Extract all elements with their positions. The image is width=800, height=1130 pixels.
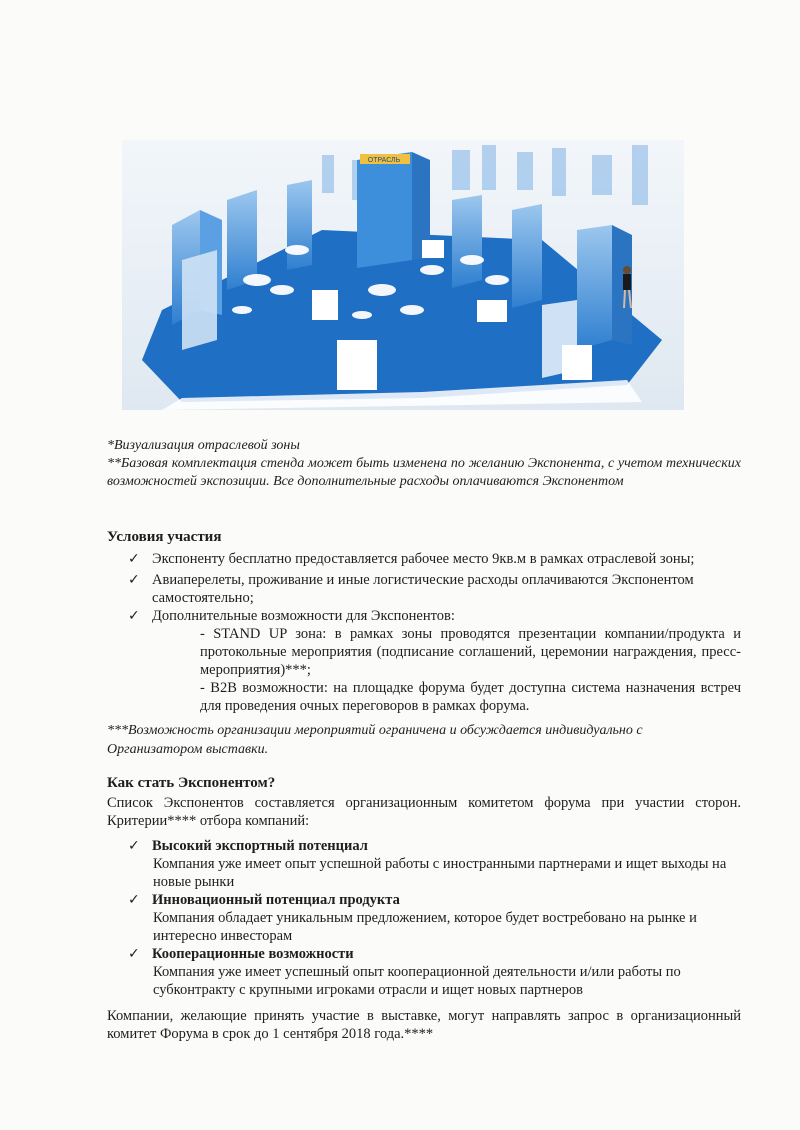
check-icon: ✓ [128,572,140,588]
pillar-label: ОТРАСЛЬ [367,157,401,164]
condition-item-text: Авиаперелеты, проживание и иные логистические расходы оплачиваются Экспонентом самостоятельно; [152,572,694,606]
condition-item-text: Дополнительные возможности для Экспонентов: [152,608,455,624]
criterion-description: Компания обладает уникальным предложением, которое будет востребовано на рынке и интересно инвесторам [153,910,697,944]
check-icon: ✓ [128,608,140,624]
check-icon: ✓ [128,838,140,854]
visualization-caption: *Визуализация отраслевой зоны [107,438,300,453]
criterion-title: Высокий экспортный потенциал [152,838,368,854]
closing-paragraph: Компании, желающие принять участие в выставке, могут направлять запрос в организационный комитет Форума в срок до 1 сентября 2018 года.**** [107,1008,741,1042]
criterion-description: Компания уже имеет успешный опыт кооперационной деятельности и/или работы по субконтракту с крупными игроками отрасли и ищет новых партнеров [153,964,681,998]
conditions-title: Условия участия [107,529,222,545]
condition-item-text: Экспоненту бесплатно предоставляется рабочее место 9кв.м в рамках отраслевой зоны; [152,551,695,567]
check-icon: ✓ [128,946,140,962]
stand-up-zone-item: - STAND UP зона: в рамках зоны проводятся презентации компании/продукта и протокольные мероприятия (подписание соглашений, церемонии награждения, пресс-мероприятия)***; [200,626,741,678]
b2b-item: - B2B возможности: на площадке форума будет доступна система назначения встреч для проведения очных переговоров в рамках форума. [200,680,741,714]
how-to-title: Как стать Экспонентом? [107,775,276,791]
check-icon: ✓ [128,892,140,908]
stand-configuration-caption: **Базовая комплектация стенда может быть изменена по желанию Экспонента, с учетом технических возможностей экспозиции. Все дополнительные расходы оплачиваются Экспонентом [107,456,741,489]
check-icon: ✓ [128,551,140,567]
exhibition-hall-illustration [122,140,684,410]
criterion-title: Кооперационные возможности [152,946,354,962]
how-to-intro: Список Экспонентов составляется организационным комитетом форума при участии сторон. Критерии**** отбора компаний: [107,795,741,829]
criterion-title: Инновационный потенциал продукта [152,892,400,908]
events-note: ***Возможность организации мероприятий ограничена и обсуждается индивидуально с Организатором выставки. [107,723,643,757]
criterion-description: Компания уже имеет опыт успешной работы с иностранными партнерами и ищет выходы на новые рынки [153,856,727,890]
